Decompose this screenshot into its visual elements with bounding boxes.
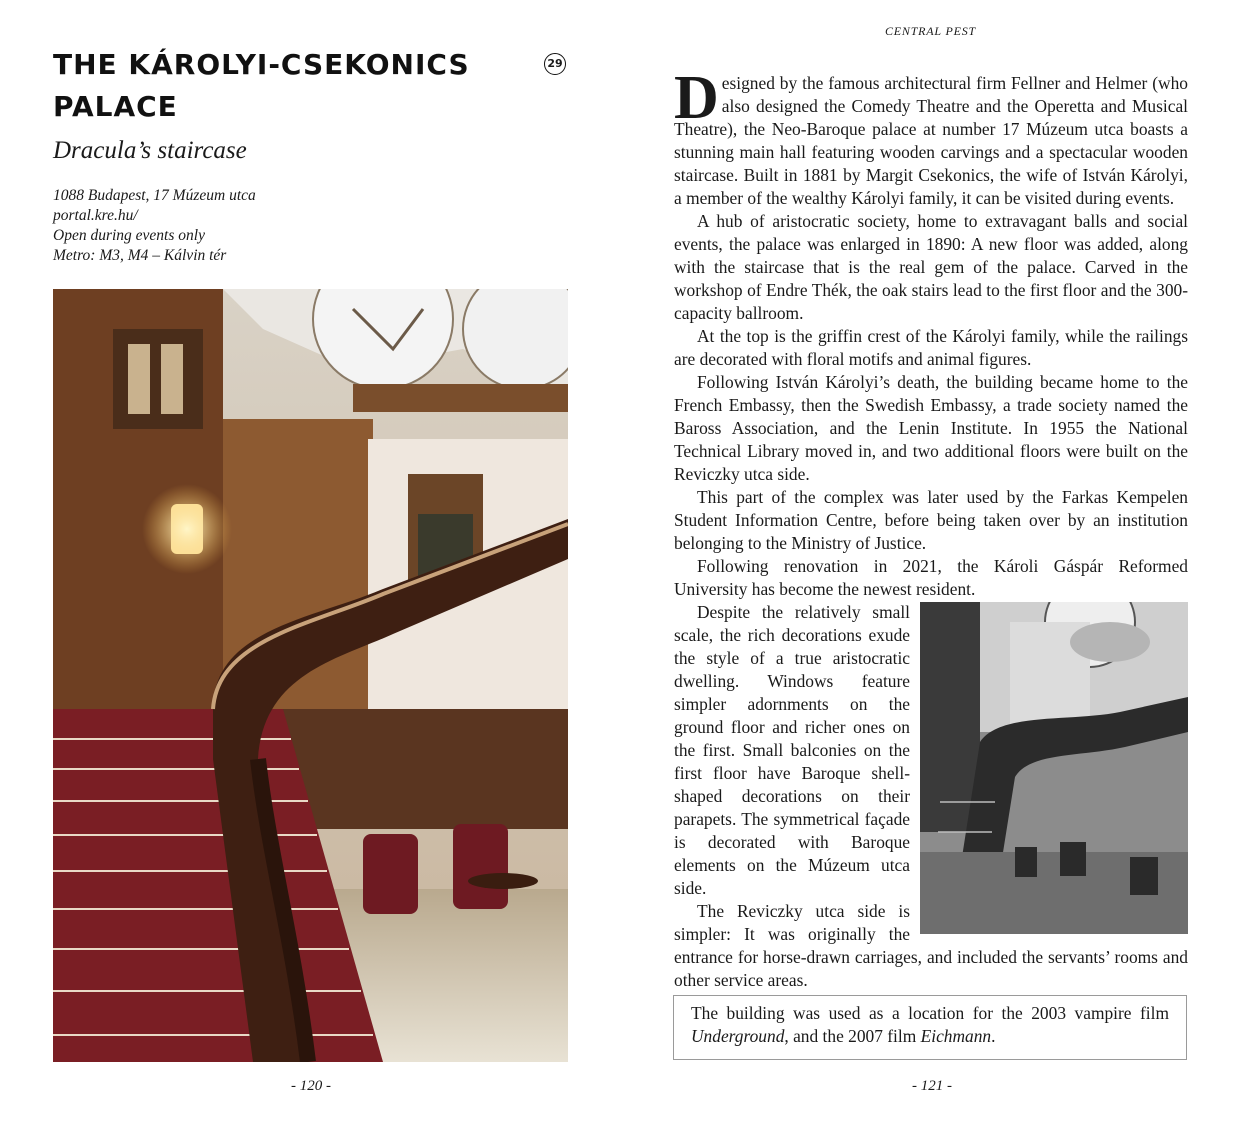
drop-cap: D <box>674 64 719 132</box>
film-note-box <box>673 995 1187 1060</box>
film-note-text: , and the 2007 film <box>784 1026 921 1046</box>
paragraph: A hub of aristocratic society, home to extravagant balls and social events, the palace was enlarged in 1890: A new floor was added, along with the staircase that is the real gem of the palace. Carved in the workshop of Endre Thék, the oak stairs lead to the first floor and the 300-capacity ballroom. <box>674 211 1188 323</box>
left-page <box>0 0 620 1123</box>
paragraph: Following István Károlyi’s death, the building became home to the French Embassy, then the Swedish Embassy, a trade society named the Baross Association, and the Lenin Institute. In 1955 the National Technical Library moved in, and two additional floors were built on the Reviczky utca side. <box>674 372 1188 484</box>
info-block <box>53 186 256 266</box>
page-number: - 121 - <box>912 1078 952 1094</box>
paragraph: This part of the complex was later used by the Farkas Kempelen Student Information Centre, before being taken over by an institution belonging to the Ministry of Justice. <box>674 487 1188 553</box>
historic-staircase-photo <box>920 602 1188 934</box>
paragraph: The Reviczky utca side is simpler: It was originally the entrance for horse-drawn carriages, and included the servants’ rooms and other service areas. <box>674 901 1188 990</box>
website-link[interactable]: portal.kre.hu/ <box>53 207 138 224</box>
paragraph-text: esigned by the famous architectural firm Fellner and Helmer (who also designed the Comedy Theatre and the Operetta and Musical Theatre), the Neo-Baroque palace at number 17 Múzeum utca boasts a stunning main hall featuring wooden carvings and a spectacular wooden staircase. Built in 1881 by Margit Csekonics, the wife of István Károlyi, a member of the wealthy Károlyi family, it can be visited during events. <box>674 73 1188 208</box>
opening-hours: Open during events only <box>53 227 205 244</box>
article-body <box>674 64 1188 992</box>
paragraph: At the top is the griffin crest of the Károlyi family, while the railings are decorated with floral motifs and animal figures. <box>674 326 1188 369</box>
page-title: THE KÁROLYI-CSEKONICS PALACE <box>53 48 470 123</box>
page-number: - 120 - <box>291 1078 331 1094</box>
film-title-eichmann: Eichmann <box>920 1026 992 1046</box>
metro-info: Metro: M3, M4 – Kálvin tér <box>53 247 227 264</box>
running-header: CENTRAL PEST <box>884 24 977 38</box>
historic-hall-illustration <box>920 602 1188 934</box>
film-note-text: . <box>991 1026 996 1046</box>
address-line: 1088 Budapest, 17 Múzeum utca <box>53 187 256 204</box>
entry-number-badge: 29 <box>544 53 566 75</box>
film-note-text: The building was used as a location for the 2003 vampire film <box>691 1003 1169 1023</box>
page-subtitle: Dracula’s staircase <box>53 137 247 164</box>
paragraph: Despite the relatively small scale, the rich decorations exude the style of a true aristocratic dwelling. Windows feature simpler adornments on the ground floor and richer ones on the first. Small balconies on the first floor have Baroque shell-shaped decorations on their parapets. The symmetrical façade is decorated with Baroque elements on the Múzeum utca side. <box>674 602 910 898</box>
paragraph: Following renovation in 2021, the Károli Gáspár Reformed University has become the newest resident. <box>674 556 1188 599</box>
staircase-photo <box>53 289 568 1062</box>
staircase-illustration <box>53 289 568 1062</box>
right-page <box>620 0 1241 1123</box>
film-title-underground: Underground <box>691 1026 785 1046</box>
paragraph <box>674 64 1188 210</box>
